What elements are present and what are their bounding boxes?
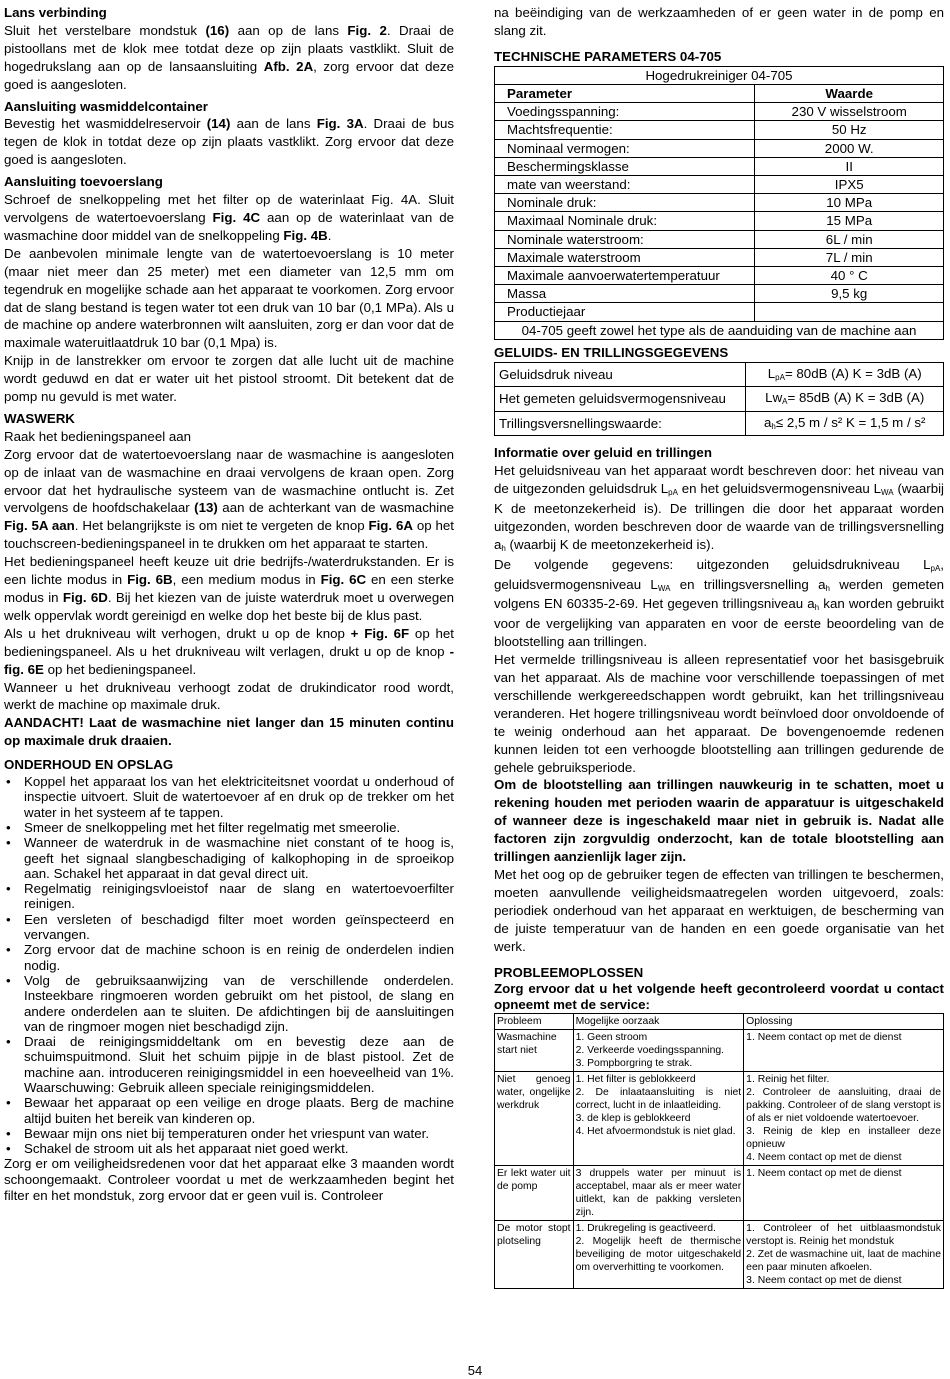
param-name: Geluidsdruk niveau (495, 362, 746, 387)
list-item: • Bewaar het apparaat op een veilige en droge plaats. Berg de machine altijd buiten het bereik van kinderen op. (4, 1095, 454, 1126)
param-value: 230 V wisselstroom (755, 103, 944, 121)
paragraph-onderhoud-end: Zorg er om veiligheidsredenen voor dat het apparaat elke 3 maanden wordt schoongemaakt. Controleer voordat u met de werkzaamheden begint het filter en het mondstuk, zorg ervoor dat er geen vuil is. Controleer (4, 1156, 454, 1204)
table-row (495, 285, 944, 303)
warning-text: AANDACHT! Laat de wasmachine niet langer dan 15 minuten continu op maximale druk draaien. (4, 715, 454, 749)
section-title-onderhoud: ONDERHOUD EN OPSLAG (4, 757, 174, 773)
param-value (755, 303, 944, 321)
paragraph-lans: Sluit het verstelbare mondstuk (16) aan op de lans Fig. 2. Draai de pistoollans met de klok mee totdat deze op zijn plaats vastklikt. Sluit de hogedrukslang aan op de lansaansluiting Afb. 2A, zorg ervoor dat deze goed is aangesloten. (4, 22, 454, 92)
column-header: Parameter (495, 84, 755, 102)
param-name: Massa (495, 285, 755, 303)
column-header: Oplossing (744, 1014, 944, 1030)
right-column (494, 4, 944, 1289)
section-title-wasmiddel: Aansluiting wasmiddelcontainer (4, 98, 208, 114)
table-row (495, 157, 944, 175)
table-header-row (495, 1014, 944, 1030)
param-value: LwA= 85dB (A) K = 3dB (A) (746, 387, 944, 412)
paragraph-waswerk-2: Zorg ervoor dat de watertoevoerslang naar de wasmachine is aangesloten op de inlaat van de wasmachine en draai vervolgens de kraan open. Zorg ervoor dat het hydraulische systeem van de wasmachine ontlucht is. Zet vervolgens de hoofdschakelaar (13) aan de achterkant van de wasmachine Fig. 5A aan. Het belangrijkste is om niet te vergeten de knop Fig. 6A op het touchscreen-bedieningspaneel in te drukken om het apparaat te starten. (4, 446, 454, 552)
table-row (495, 121, 944, 139)
param-value: 2000 W. (755, 139, 944, 157)
troubleshooting-intro: Zorg ervoor dat u het volgende heeft gecontroleerd voordat u contact opneemt met de service: (494, 981, 944, 1013)
param-value: 15 MPa (755, 212, 944, 230)
param-name: Beschermingsklasse (495, 157, 755, 175)
paragraph-waswerk-5: Wanneer u het drukniveau verhoogt zodat de drukindicator rood wordt, werkt de machine op maximale druk. (4, 679, 454, 713)
problem-cell: Er lekt water uit de pomp (495, 1166, 574, 1221)
solution-cell: 1. Neem contact op met de dienst (744, 1030, 944, 1072)
paragraph-info-3: Het vermelde trillingsniveau is alleen representatief voor het basisgebruik van het apparaat. Als de machine voor verschillende toepassingen of met verschillende werkgereedschappen wordt gebruikt, kan het trillingsniveau veranderen. Het hogere trillingsniveau wordt beïnvloed door onvoldoende of te weinig onderhoud aan het apparaat. De bovengenoemde redenen kunnen leiden tot een verhoogde blootstelling aan trillingen gedurende de gehele gebruiksperiode. (494, 652, 944, 775)
list-item: • Regelmatig reinigingsvloeistof naar de slang en watertoevoerfilter reinigen. (4, 881, 454, 912)
paragraph-toevoerslang-1: Schroef de snelkoppeling met het filter op de waterinlaat Fig. 4A. Sluit vervolgens de watertoevoerslang Fig. 4C aan op de waterinlaat van de wasmachine door middel van de snelkoppeling Fig. 4B. (4, 192, 454, 243)
param-value: II (755, 157, 944, 175)
section-title-informatie: Informatie over geluid en trillingen (494, 445, 712, 461)
table-row (495, 1030, 944, 1072)
paragraph-info-5: Met het oog op de gebruiker tegen de effecten van trillingen te beschermen, moeten aanvullende veiligheidsmaatregelen worden uitgevoerd, zoals: periodiek onderhoud van het apparaat en werktuigen, de bescherming van de juiste temperatuur van de handen en een goede organisatie van het werk. (494, 867, 944, 954)
table-row (495, 175, 944, 193)
table-row (495, 103, 944, 121)
problem-cell: Niet genoeg water, ongelijke werkdruk (495, 1072, 574, 1166)
maintenance-list (4, 774, 454, 1156)
param-value: 10 MPa (755, 194, 944, 212)
column-header: Probleem (495, 1014, 574, 1030)
table-row (495, 194, 944, 212)
troubleshooting-table (494, 1013, 944, 1289)
param-value: 7L / min (755, 248, 944, 266)
paragraph-info-1: Het geluidsniveau van het apparaat wordt beschreven door: het niveau van de uitgezonden geluidsdruk LpA en het geluidsvermogensniveau LWA (waarbij K de meetonzekerheid is). De trillingen die door het apparaat worden uitgezonden, worden beschreven door de waarde van de trillingsversnelling ah (waarbij K de meetonzekerheid is). (494, 463, 945, 553)
section-title-probleemoplossen: PROBLEEMOPLOSSEN (494, 964, 644, 980)
paragraph-continuation: na beëindiging van de werkzaamheden of er geen water in de pomp en slang zit. (494, 5, 944, 38)
list-item: • Koppel het apparaat los van het elektriciteitsnet voordat u onderhoud of inspectie uitvoert. Sluit de watertoevoer af en druk op de trekker om het water in het systeem af te tappen. (4, 774, 454, 820)
param-value: ah≤ 2,5 m / s² K = 1,5 m / s² (746, 411, 944, 436)
solution-cell: 1. Neem contact op met de dienst (744, 1166, 944, 1221)
param-value: 6L / min (755, 230, 944, 248)
page-number: 54 (467, 1363, 483, 1378)
paragraph-waswerk-1: Raak het bedieningspaneel aan (4, 428, 192, 444)
param-name: Machtsfrequentie: (495, 121, 755, 139)
list-item: • Zorg ervoor dat de machine schoon is en reinig de onderdelen indien nodig. (4, 942, 454, 973)
param-value: 40 ° C (755, 266, 944, 284)
list-item: • Schakel de stroom uit als het apparaat niet goed werkt. (4, 1141, 454, 1156)
column-header: Waarde (755, 84, 944, 102)
param-value: 50 Hz (755, 121, 944, 139)
table-row (495, 411, 944, 436)
section-title-toevoerslang: Aansluiting toevoerslang (4, 174, 163, 190)
technical-parameters-table (494, 66, 944, 340)
param-name: Maximaal Nominale druk: (495, 212, 755, 230)
param-value: LpA= 80dB (A) K = 3dB (A) (746, 362, 944, 387)
cause-cell: 1. Het filter is geblokkeerd 2. De inlaataansluiting is niet correct, lucht in de inlaatleiding. 3. de klep is geblokkeerd 4. Het afvoermondstuk is niet glad. (573, 1072, 744, 1166)
param-value: IPX5 (755, 175, 944, 193)
table-row (495, 248, 944, 266)
paragraph-toevoerslang-3: Knijp in de lanstrekker om ervoor te zorgen dat alle lucht uit de machine wordt geduwd en dat er water uit het pistool stroomt. Dit betekent dat de pomp nu gevuld is met water. (4, 353, 454, 405)
table-row (495, 266, 944, 284)
list-item: • Bewaar mijn ons niet bij temperaturen onder het vriespunt van water. (4, 1126, 454, 1141)
table-caption: Hogedrukreiniger 04-705 (495, 66, 944, 84)
cause-cell: 1. Geen stroom 2. Verkeerde voedingsspanning. 3. Pompborgring te strak. (573, 1030, 744, 1072)
param-name: Maximale aanvoerwatertemperatuur (495, 266, 755, 284)
table-row (495, 303, 944, 321)
cause-cell: 3 druppels water per minuut is acceptabel, maar als er meer water uitlekt, kan de pakking versleten zijn. (573, 1166, 744, 1221)
section-title-waswerk: WASWERK (4, 410, 75, 426)
table-row (495, 1221, 944, 1289)
paragraph-info-2: De volgende gegevens: uitgezonden geluidsdrukniveau LpA, geluidsvermogensniveau LWA en trillingsversnelling ah werden gemeten volgens EN 60335-2-69. Het gegeven trillingsniveau ah kan worden gebruikt voor de vergelijking van apparaten en voor de eerste beoordeling van de blootstelling aan trillingen. (494, 556, 944, 650)
problem-cell: De motor stopt plotseling (495, 1221, 574, 1289)
table-footer: 04-705 geeft zowel het type als de aanduiding van de machine aan (495, 321, 944, 339)
list-item: • Smeer de snelkoppeling met het filter regelmatig met smeerolie. (4, 820, 454, 835)
param-name: Nominale waterstroom: (495, 230, 755, 248)
paragraph-toevoerslang-2: De aanbevolen minimale lengte van de watertoevoerslang is 10 meter (maar niet meer dan 25 meter) met een diameter van 12,5 mm om tegendruk en mogelijke schade aan het apparaat te voorkomen. Zorg ervoor dat de slang bestand is tegen water tot een druk van 10 bar (0,1 MPa). Als u de machine op andere waterbronnen wilt aansluiten, zorg er dan voor dat de maximale wateruitlaatdruk 10 bar (0,1 Mpa) is. (4, 245, 454, 351)
solution-cell: 1. Reinig het filter. 2. Controleer de aansluiting, draai de pakking. Controleer of de slang verstopt is of als er niet voldoende watertoevoer. 3. Reinig de klep en installeer deze opnieuw 4. Neem contact op met de dienst (744, 1072, 944, 1166)
sound-vibration-table (494, 362, 944, 437)
param-name: Voedingsspanning: (495, 103, 755, 121)
param-value: 9,5 kg (755, 285, 944, 303)
table-row (495, 139, 944, 157)
param-name: Productiejaar (495, 303, 755, 321)
list-item: • Een versleten of beschadigd filter moet worden geïnspecteerd en vervangen. (4, 912, 454, 943)
paragraph-waswerk-4: Als u het drukniveau wilt verhogen, drukt u op de knop + Fig. 6F op het bedieningspaneel. Als u het drukniveau wilt verlagen, drukt u op de knop - fig. 6E op het bedieningspaneel. (4, 625, 454, 677)
list-item: • Volg de gebruiksaanwijzing van de verschillende onderdelen. Insteekbare ringmoeren worden gebruikt om het pistool, de slang en andere onderdelen aan te sluiten. De afdichtingen bij de aansluitingen van de ringmoer mogen niet beschadigd zijn. (4, 973, 454, 1034)
table-row (495, 362, 944, 387)
param-name: Nominaal vermogen: (495, 139, 755, 157)
param-name: Maximale waterstroom (495, 248, 755, 266)
cause-cell: 1. Drukregeling is geactiveerd. 2. Mogelijk heeft de thermische beveiliging de motor uitgeschakeld om oververhitting te voorkomen. (573, 1221, 744, 1289)
list-item: • Wanneer de waterdruk in de wasmachine niet constant of te hoog is, geeft het signaal slangbeschadiging of kalkophoping in de sproeikop aan. Schakel het apparaat in dat geval direct uit. (4, 835, 454, 881)
left-column (4, 4, 454, 1204)
paragraph-waswerk-3: Het bedieningspaneel heeft keuze uit drie bedrijfs-/waterdrukstanden. Er is een lichte modus in Fig. 6B, een medium modus in Fig. 6C en een sterke modus in Fig. 6D. Bij het kiezen van de juiste waterdruk moet u overwegen welk oppervlak wordt gereinigd en welke dop het beste bij de klus past. (4, 554, 455, 623)
param-name: mate van weerstand: (495, 175, 755, 193)
problem-cell: Wasmachine start niet (495, 1030, 574, 1072)
solution-cell: 1. Controleer of het uitblaasmondstuk verstopt is. Reinig het mondstuk 2. Zet de wasmachine uit, laat de machine een paar minuten afkoelen. 3. Neem contact op met de dienst (744, 1221, 944, 1289)
param-name: Nominale druk: (495, 194, 755, 212)
table-row (495, 230, 944, 248)
section-title-lans: Lans verbinding (4, 5, 107, 20)
section-title-technische-parameters: TECHNISCHE PARAMETERS 04-705 (494, 48, 722, 64)
paragraph-wasmiddel: Bevestig het wasmiddelreservoir (14) aan de lans Fig. 3A. Draai de bus tegen de klok in totdat deze op zijn plaats vastklikt. Zorg ervoor dat deze goed is aangesloten. (4, 116, 455, 168)
table-header-row (495, 84, 944, 102)
param-name: Trillingsversnellingswaarde: (495, 411, 746, 436)
table-row (495, 212, 944, 230)
table-row (495, 1166, 944, 1221)
paragraph-info-4: Om de blootstelling aan trillingen nauwkeurig in te schatten, moet u rekening houden met perioden waarin de apparatuur is uitgeschakeld of wanneer deze is ingeschakeld maar niet in gebruik is. Nadat alle factoren zijn zorgvuldig onderzocht, kan de totale blootstelling aan trillingen aanzienlijk lager zijn. (494, 777, 944, 865)
table-row (495, 1072, 944, 1166)
list-item: • Draai de reinigingsmiddeltank om en bevestig deze aan de schuimspuitmond. Sluit het schuim pijpje in de blast pistool. Zet de machine aan. introduceren reinigingsmiddel in een hoeveelheid van 1%. Waarschuwing: Gebruik alleen speciale reinigingsmiddelen. (4, 1034, 454, 1095)
section-title-geluid: GELUIDS- EN TRILLINGSGEGEVENS (494, 344, 729, 360)
column-header: Mogelijke oorzaak (573, 1014, 744, 1030)
table-row (495, 387, 944, 412)
param-name: Het gemeten geluidsvermogensniveau (495, 387, 746, 412)
